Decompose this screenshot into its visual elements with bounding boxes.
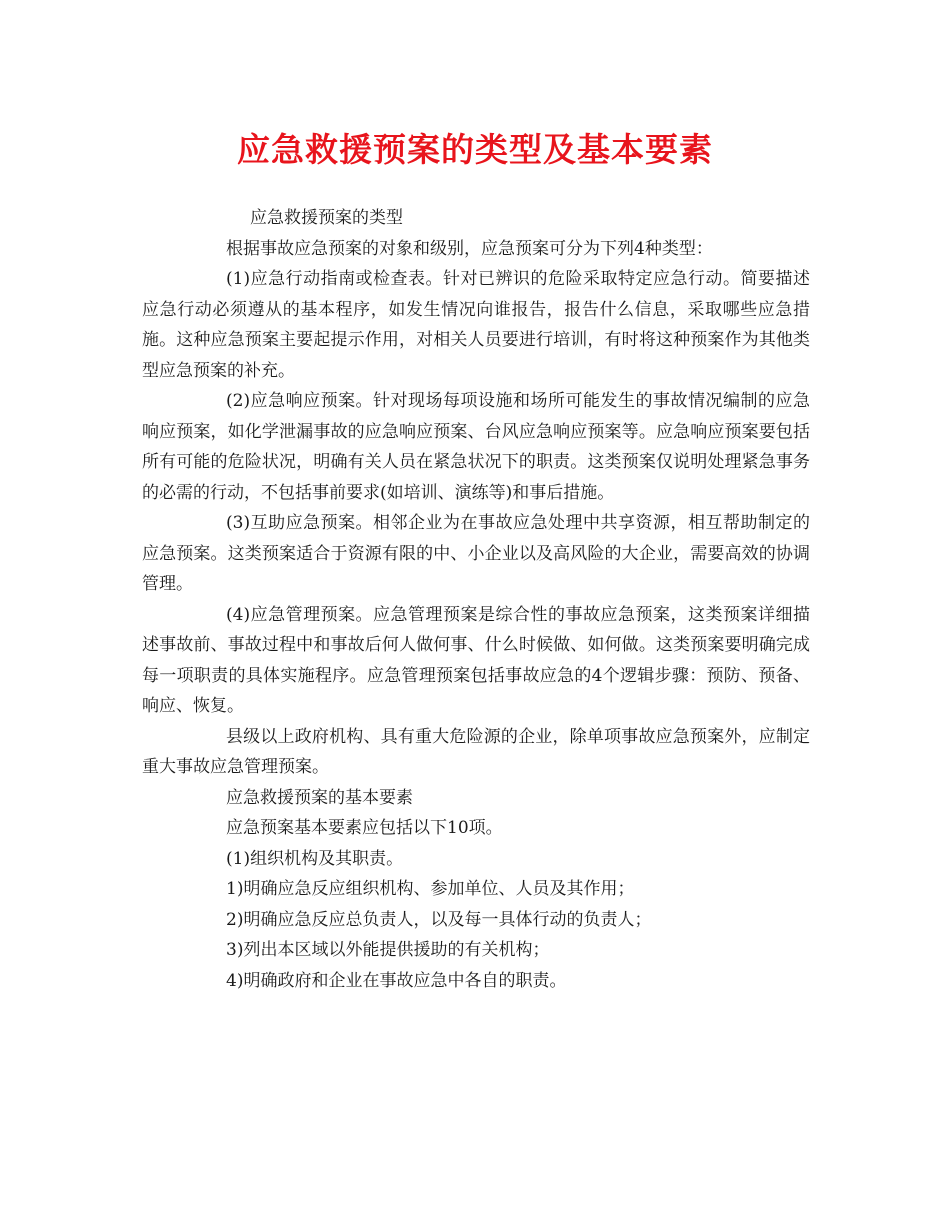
list-item-4: 4)明确政府和企业在事故应急中各自的职责。 <box>226 970 567 991</box>
list-item-1: 1)明确应急反应组织机构、参加单位、人员及其作用； <box>226 879 635 899</box>
paragraph-type-2: (2)应急响应预案。针对现场每项设施和场所可能发生的事故情况编制的应急响应预案，如化学泄漏事故的应急响应预案、台风应急响应预案等。应急响应预案要包括所有可能的危险状况，明确有关人员在紧急状况下的职责。这类预案仅说明处理紧急事务的必需的行动，不包括事前要求(如培训、演练等)和事后措施。 <box>142 391 810 503</box>
document-body <box>142 203 810 996</box>
paragraph-county-level: 县级以上政府机构、具有重大危险源的企业，除单项事故应急预案外，应制定重大事故应急管理预案。 <box>142 726 810 777</box>
section-heading-types: 应急救援预案的类型 <box>250 208 403 228</box>
list-item-3: 3)列出本区域以外能提供援助的有关机构； <box>226 940 550 960</box>
paragraph-type-3: (3)互助应急预案。相邻企业为在事故应急处理中共享资源，相互帮助制定的应急预案。这类预案适合于资源有限的中、小企业以及高风险的大企业，需要高效的协调管理。 <box>142 513 810 594</box>
paragraph-intro: 根据事故应急预案的对象和级别，应急预案可分为下列4种类型： <box>226 238 713 259</box>
paragraph-elements-intro: 应急预案基本要素应包括以下10项。 <box>226 818 503 838</box>
paragraph-element-1: (1)组织机构及其职责。 <box>226 848 404 869</box>
page-title: 应急救援预案的类型及基本要素 <box>237 130 713 169</box>
section-heading-elements: 应急救援预案的基本要素 <box>226 787 413 808</box>
list-item-2: 2)明确应急反应总负责人，以及每一具体行动的负责人； <box>226 909 652 930</box>
paragraph-type-1: (1)应急行动指南或检查表。针对已辨识的危险采取特定应急行动。简要描述应急行动必须遵从的基本程序，如发生情况向谁报告，报告什么信息，采取哪些应急措施。这种应急预案主要起提示作用，对相关人员要进行培训，有时将这种预案作为其他类型应急预案的补充。 <box>142 269 810 381</box>
paragraph-type-4: (4)应急管理预案。应急管理预案是综合性的事故应急预案，这类预案详细描述事故前、事故过程中和事故后何人做何事、什么时候做、如何做。这类预案要明确完成每一项职责的具体实施程序。应急管理预案包括事故应急的4个逻辑步骤：预防、预备、响应、恢复。 <box>142 604 810 716</box>
